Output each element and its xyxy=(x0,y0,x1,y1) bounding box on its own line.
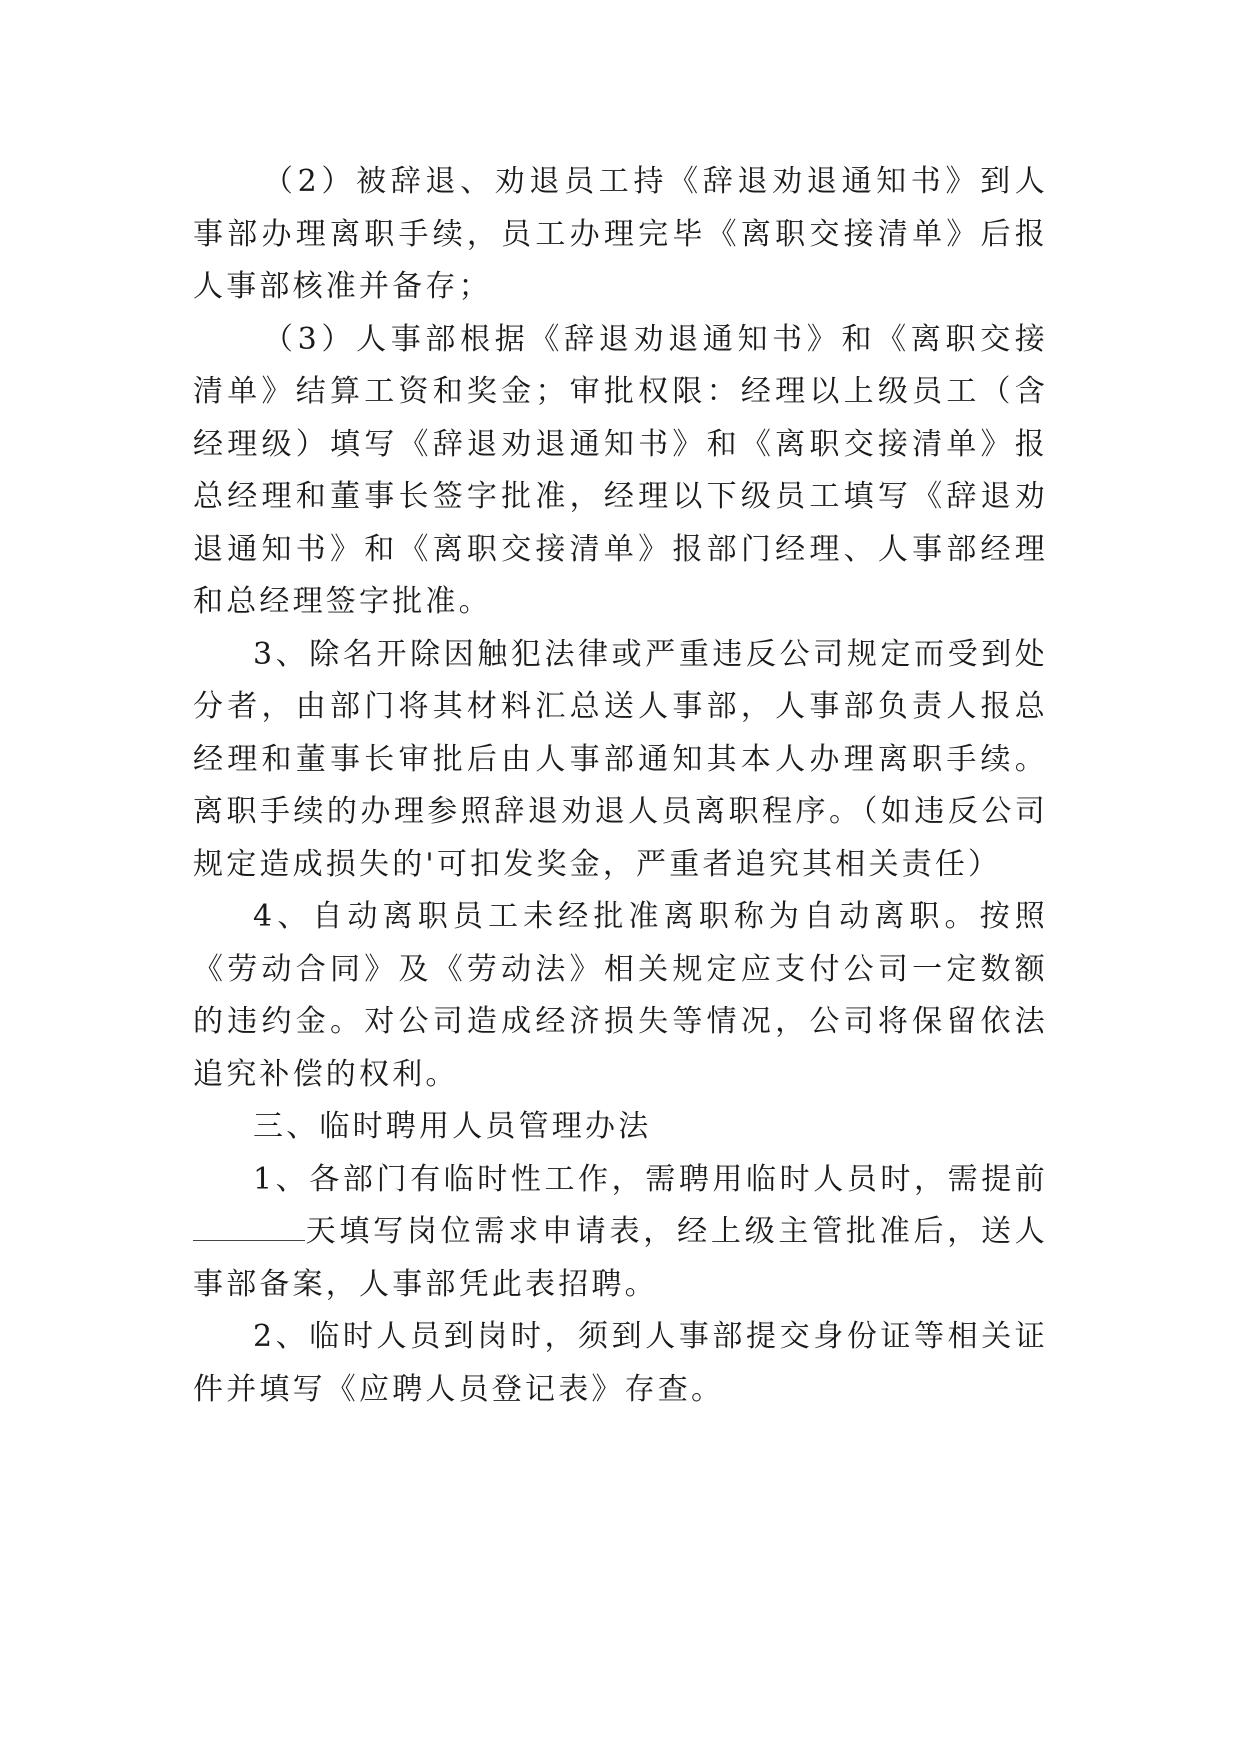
paragraph-dismissal-procedure: （2）被辞退、劝退员工持《辞退劝退通知书》到人事部办理离职手续，员工办理完毕《离职交接清单》后报人事部核准并备存； xyxy=(193,164,1048,304)
paragraph-temporary-onboarding: 2、临时人员到岗时，须到人事部提交身份证等相关证件并填写《应聘人员登记表》存查。 xyxy=(193,1319,1048,1407)
temporary-hiring-text-part1: 1、各部门有临时性工作，需聘用临时人员时，需提前 xyxy=(253,1161,1048,1197)
fill-in-blank xyxy=(193,1218,305,1241)
paragraph-expulsion: 3、除名开除因触犯法律或严重违反公司规定而受到处分者，由部门将其材料汇总送人事部，人事部负责人报总经理和董事长审批后由人事部通知其本人办理离职手续。离职手续的办理参照辞退劝退人员离职程序。（如违反公司规定造成损失的'可扣发奖金，严重者追究其相关责任） xyxy=(193,636,1048,882)
paragraph-voluntary-leave: 4、自动离职员工未经批准离职称为自动离职。按照《劳动合同》及《劳动法》相关规定应支付公司一定数额的违约金。对公司造成经济损失等情况，公司将保留依法追究补偿的权利。 xyxy=(193,899,1048,1092)
temporary-hiring-text-part2: 天填写岗位需求申请表，经上级主管批准后，送人事部备案，人事部凭此表招聘。 xyxy=(193,1214,1048,1302)
paragraph-settlement-approval: （3）人事部根据《辞退劝退通知书》和《离职交接清单》结算工资和奖金；审批权限：经理以上级员工（含经理级）填写《辞退劝退通知书》和《离职交接清单》报总经理和董事长签字批准，经理以下级员工填写《辞退劝退通知书》和《离职交接清单》报部门经理、人事部经理和总经理签字批准。 xyxy=(193,321,1048,619)
document-page xyxy=(193,156,1048,1416)
section-heading-temporary-staff: 三、临时聘用人员管理办法 xyxy=(253,1109,652,1144)
paragraph-temporary-hiring xyxy=(193,1154,1048,1312)
